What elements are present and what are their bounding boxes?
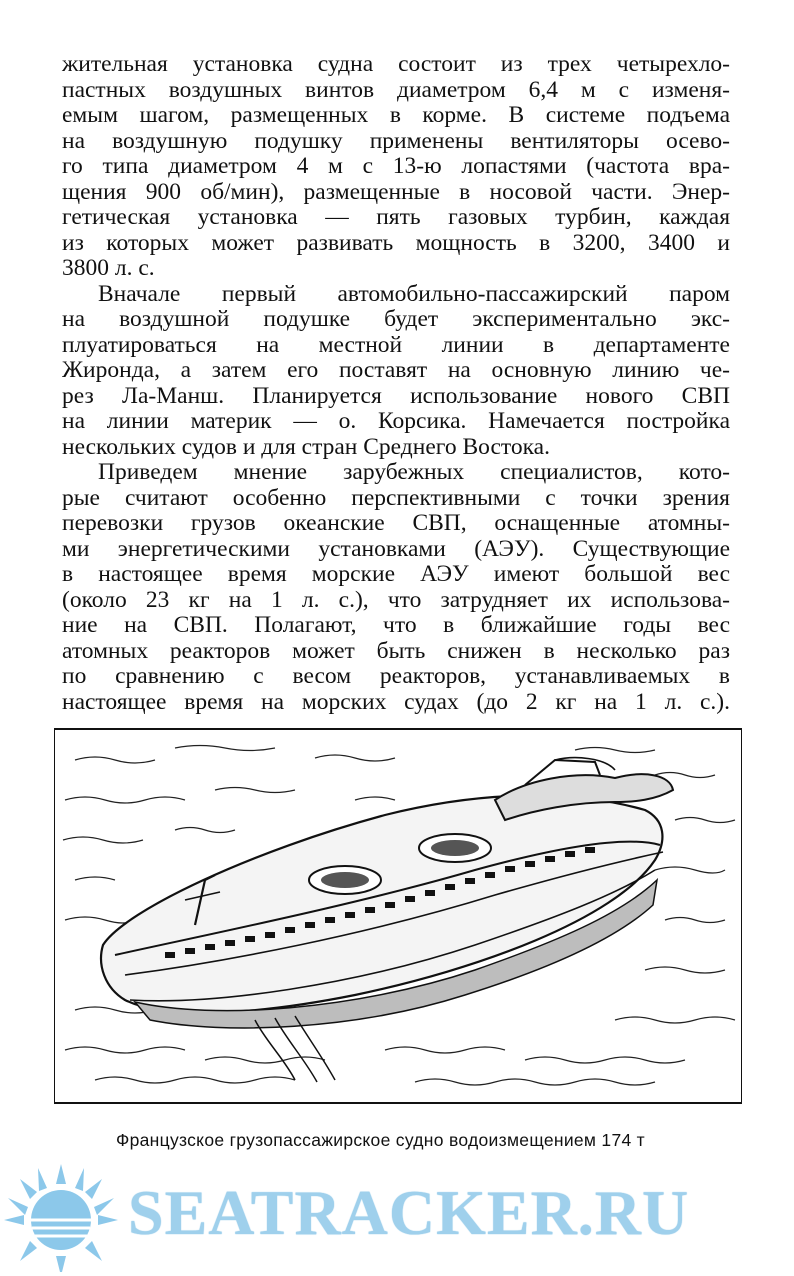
p1-line: жительная установка судна состоит из трех четырехло- (62, 51, 730, 77)
p1-line: пастных воздушных винтов диаметром 6,4 м с изменя- (62, 76, 730, 103)
p3-line: ми энергетическими установками (АЭУ). Существующие (62, 535, 730, 562)
figure-caption: Французское грузопассажирское судно водоизмещением 174 т (116, 1130, 645, 1150)
p3-line: настоящее время на морских судах (до 2 кг на 1 л. с.). (62, 688, 730, 715)
p3-line: атомных реакторов может быть снижен в несколько раз (62, 637, 730, 664)
watermark (0, 1160, 794, 1276)
p2-line: нескольких судов и для стран Среднего Востока. (62, 433, 550, 460)
watermark-text: SEATRACKER.RU (128, 1177, 690, 1248)
p2-line: Вначале первый автомобильно-пассажирский паром (98, 280, 730, 307)
p2-line: рез Ла-Манш. Планируется использование нового СВП (62, 382, 730, 409)
p1-line: гетическая установка — пять газовых турбин, каждая (62, 204, 730, 230)
sun-logo-icon (2, 1162, 120, 1272)
p2-line: плуатироваться на местной линии в департаменте (62, 331, 730, 358)
hovercraft-illustration (54, 728, 742, 1104)
p1-line: го типа диаметром 4 м с 13-ю лопастями (частота вра- (62, 153, 730, 179)
p2-line: Жиронда, а затем его поставят на основную линию че- (62, 357, 730, 383)
p3-line: перевозки грузов океанские СВП, оснащенные атомны- (62, 510, 730, 536)
p3-line: Приведем мнение зарубежных специалистов, кото- (98, 459, 730, 485)
p1-line: 3800 л. с. (62, 255, 155, 281)
p3-line: по сравнению с весом реакторов, устанавливаемых в (62, 663, 730, 689)
p3-line: рые считают особенно перспективными с точки зрения (62, 484, 730, 511)
p3-line: (около 23 кг на 1 л. с.), что затрудняет их использова- (62, 586, 730, 613)
p1-line: на воздушную подушку применены вентиляторы осево- (62, 127, 730, 154)
p3-line: в настоящее время морские АЭУ имеют большой вес (62, 561, 730, 587)
p1-line: щения 900 об/мин), размещенные в носовой части. Энер- (62, 178, 730, 205)
p2-line: на воздушной подушке будет экспериментально экс- (62, 306, 730, 332)
p3-line: ние на СВП. Полагают, что в ближайшие годы вес (62, 612, 730, 638)
hovercraft-drawing (55, 730, 738, 1098)
p1-line: из которых может развивать мощность в 3200, 3400 и (62, 229, 730, 256)
p2-line: на линии материк — о. Корсика. Намечается постройка (62, 408, 730, 434)
p1-line: емым шагом, размещенных в корме. В системе подъема (62, 102, 730, 128)
body-text (62, 52, 730, 715)
hull (101, 758, 673, 1082)
